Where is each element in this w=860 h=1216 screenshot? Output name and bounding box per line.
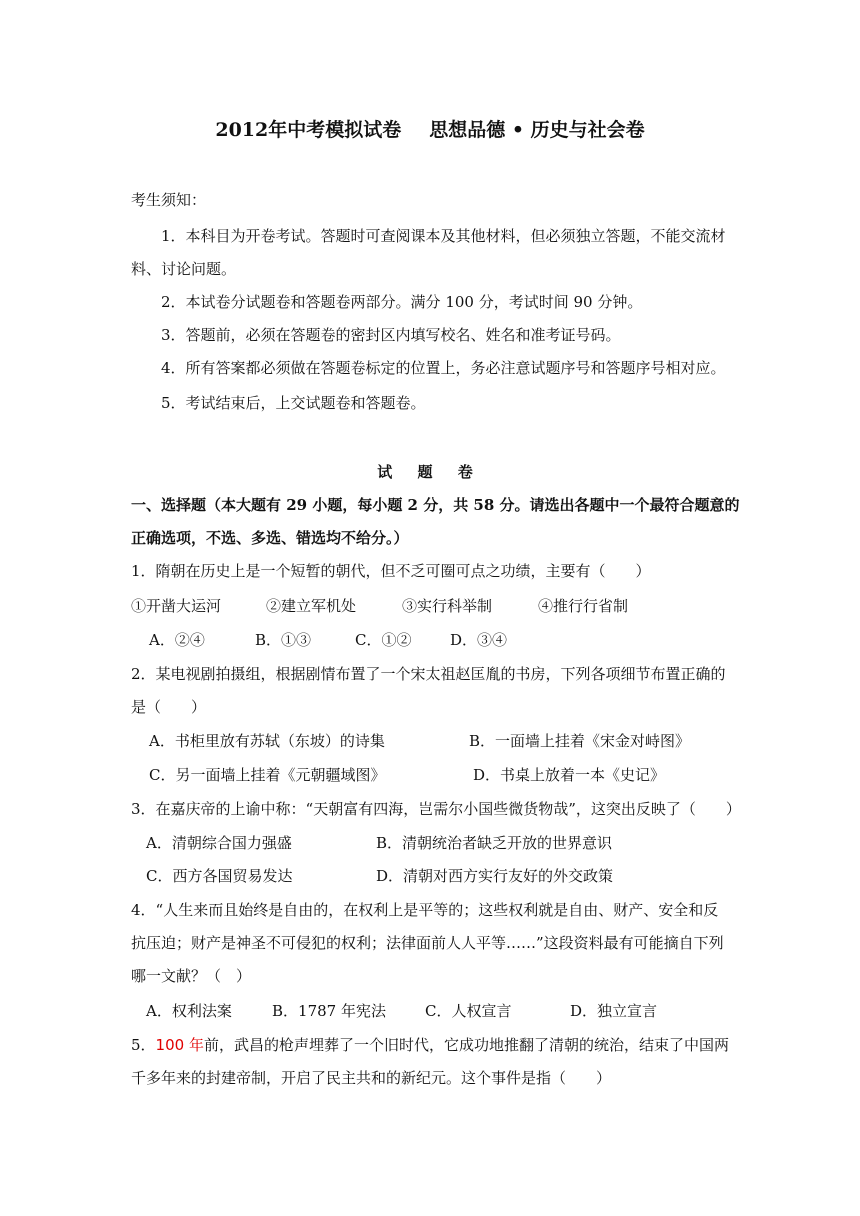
q2-option-d: D．书桌上放着一本《史记》 (473, 766, 666, 784)
q4-stem-line2: 抗压迫；财产是神圣不可侵犯的权利；法律面前人人平等……”这段资料最有可能摘自下列 (131, 934, 724, 952)
q3-option-d: D．清朝对西方实行友好的外交政策 (376, 867, 614, 885)
q1-option-c: C．①② (355, 631, 412, 649)
section-title: 试 题 卷 (377, 463, 483, 481)
q2-option-b: B．一面墙上挂着《宋金对峙图》 (469, 732, 691, 750)
q2-option-a: A．书柜里放有苏轼（东坡）的诗集 (149, 732, 385, 750)
q4-stem-line1: 4．“人生来而且始终是自由的，在权利上是平等的；这些权利就是自由、财产、安全和反 (131, 901, 719, 919)
q2-stem-line1: 2．某电视剧拍摄组，根据剧情布置了一个宋太祖赵匡胤的书房，下列各项细节布置正确的 (131, 665, 726, 683)
q4-stem-line3: 哪一文献？（ ） (131, 967, 252, 985)
q5-stem-text: 前，武昌的枪声埋葬了一个旧时代，它成功地推翻了清朝的统治，结束了中国两 (203, 1036, 729, 1054)
q1-item-4: ④推行行省制 (538, 597, 629, 615)
q2-option-c: C．另一面墙上挂着《元朝疆域图》 (149, 766, 386, 784)
q1-item-2: ②建立军机处 (266, 597, 357, 615)
notice-item-4: 4．所有答案都必须做在答题卷标定的位置上，务必注意试题序号和答题序号相对应。 (161, 359, 726, 377)
q4-option-a: A．权利法案 (146, 1002, 232, 1020)
q1-item-1: ①开凿大运河 (131, 597, 222, 615)
q4-option-b: B．1787 年宪法 (272, 1002, 386, 1020)
q4-option-d: D．独立宣言 (570, 1002, 658, 1020)
exam-title-subject: 思想品德 • 历史与社会卷 (429, 119, 645, 141)
q3-option-c: C．西方各国贸易发达 (146, 867, 293, 885)
q1-item-3: ③实行科举制 (402, 597, 493, 615)
notice-item-1-cont: 料、讨论问题。 (131, 260, 237, 278)
q5-stem-line2: 千多年来的封建帝制，开启了民主共和的新纪元。这个事件是指（ ） (131, 1069, 612, 1087)
q3-stem: 3．在嘉庆帝的上谕中称：“天朝富有四海，岂需尔小国些微货物哉”，这突出反映了（ ） (131, 800, 741, 818)
q1-option-a: A．②④ (149, 631, 205, 649)
q1-stem: 1．隋朝在历史上是一个短暂的朝代，但不乏可圈可点之功绩，主要有（ ） (131, 562, 651, 580)
notice-heading: 考生须知： (131, 191, 207, 209)
notice-item-2: 2．本试卷分试题卷和答题卷两部分。满分 100 分，考试时间 90 分钟。 (161, 293, 643, 311)
notice-item-3: 3．答题前，必须在答题卷的密封区内填写校名、姓名和准考证号码。 (161, 326, 621, 344)
exam-title-main: 2012年中考模拟试卷 (215, 119, 402, 141)
notice-item-1: 1．本科目为开卷考试。答题时可查阅课本及其他材料，但必须独立答题，不能交流材 (161, 227, 726, 245)
q5-stem-line1 (131, 1035, 729, 1055)
q3-option-a: A．清朝综合国力强盛 (146, 834, 292, 852)
q3-option-b: B．清朝统治者缺乏开放的世界意识 (376, 834, 613, 852)
part1-heading-line1: 一、选择题（本大题有 29 小题，每小题 2 分，共 58 分。请选出各题中一个最符合题意的 (131, 496, 740, 514)
exam-title (0, 118, 860, 142)
q1-option-b: B．①③ (255, 631, 312, 649)
q5-number: 5． (131, 1036, 156, 1054)
q4-option-c: C．人权宣言 (425, 1002, 512, 1020)
q5-highlight: 100 年 (155, 1036, 204, 1054)
part1-heading-line2: 正确选项，不选、多选、错选均不给分。） (131, 529, 409, 547)
q2-stem-line2: 是（ ） (131, 698, 207, 716)
q1-option-d: D．③④ (450, 631, 508, 649)
notice-item-5: 5．考试结束后，上交试题卷和答题卷。 (161, 394, 426, 412)
